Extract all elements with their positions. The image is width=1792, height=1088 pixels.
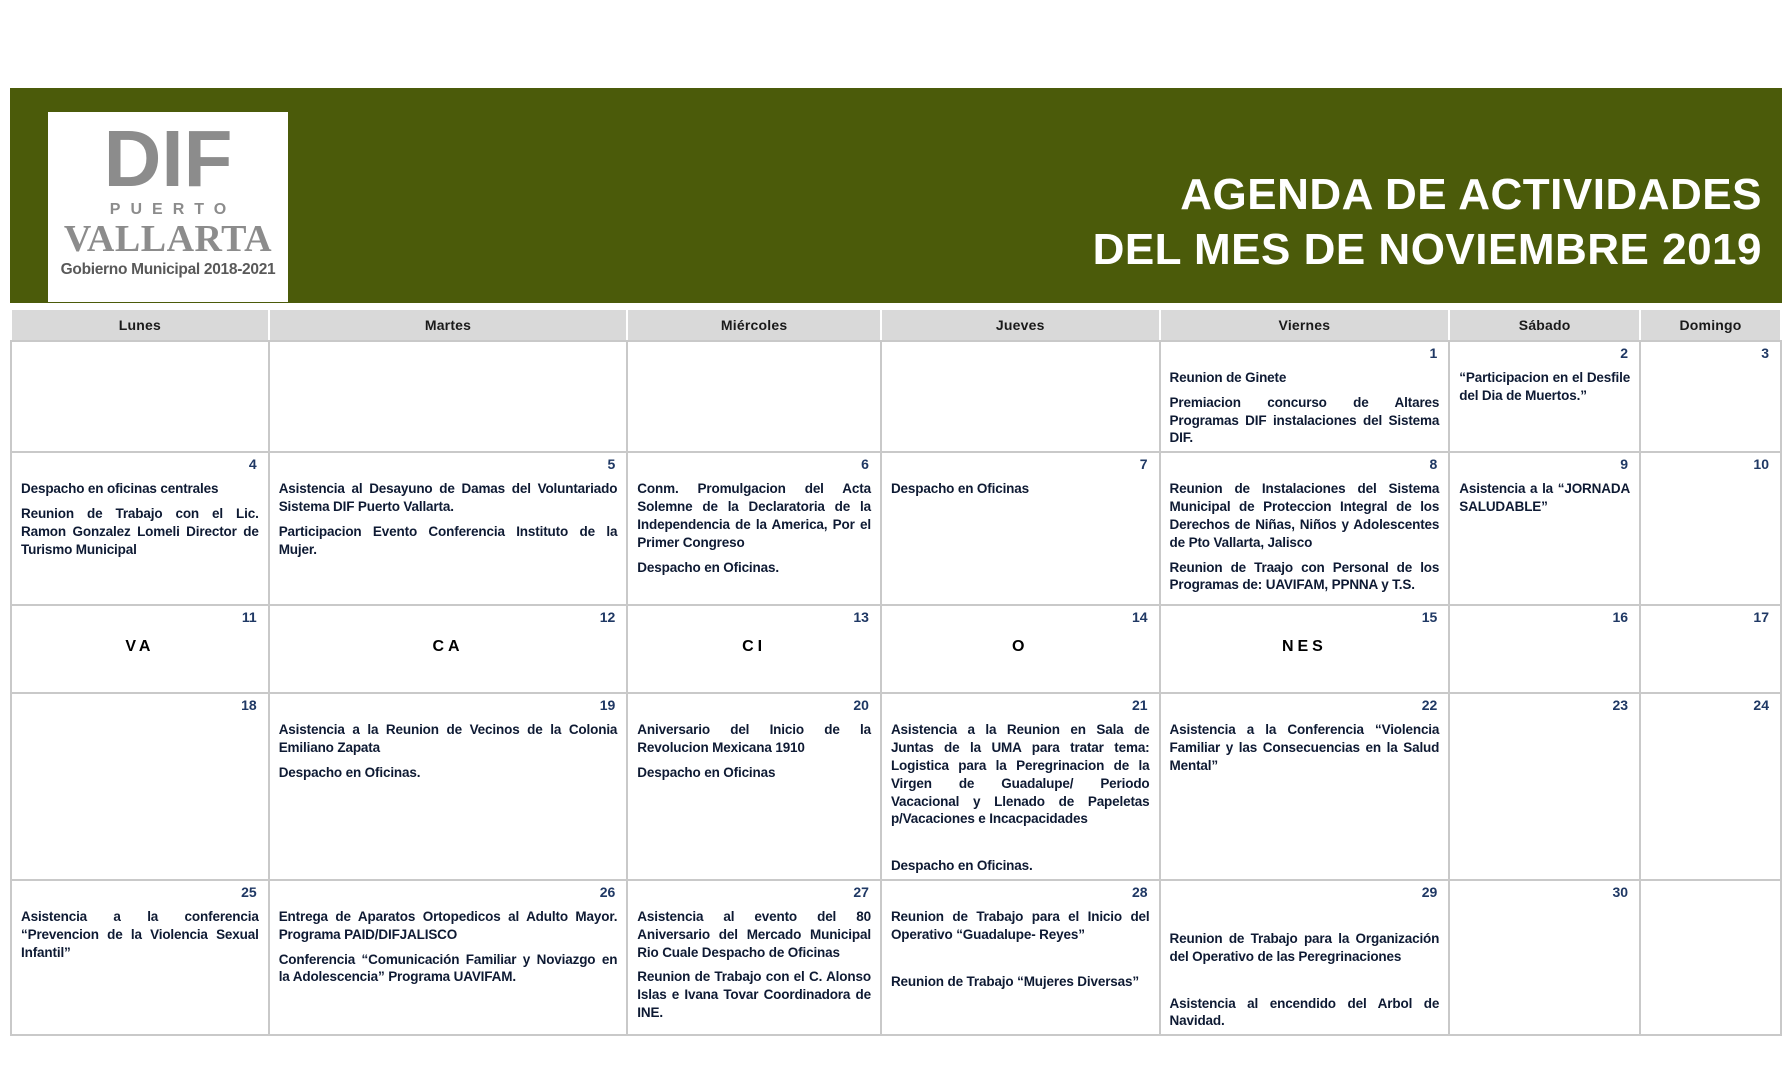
event-text: Despacho en oficinas centrales <box>21 481 219 497</box>
event-text: Asistencia al Desayuno de Damas del Voluntariado Sistema DIF Puerto Vallarta. <box>278 481 618 515</box>
weekday-header-domingo: Domingo <box>1640 309 1781 341</box>
day-cell-4 <box>11 452 269 605</box>
day-number: 26 <box>599 883 616 900</box>
day-number: 24 <box>1753 697 1769 714</box>
event-text: Conferencia “Comunicación Familiar y Noviazgo en la Adolescencia” Programa UAVIFAM. <box>278 951 618 985</box>
day-cell-11 <box>11 605 269 693</box>
day-number: 7 <box>1139 456 1148 473</box>
event-text: Asistencia al encendido del Arbol de Navidad. <box>1169 995 1440 1029</box>
event-text: Reunion de Trabajo con el Lic. Ramon Gonzalez Lomeli Director de Turismo Municipal <box>21 506 259 557</box>
day-number: 6 <box>861 456 869 473</box>
event-text: Asistencia al evento del 80 Aniversario del Mercado Municipal Rio Cuale Despacho de Oficinas <box>637 908 871 960</box>
day-number: 13 <box>853 609 869 626</box>
week-row-4 <box>11 693 1781 880</box>
day-number: 2 <box>1620 345 1629 361</box>
vacation-letters: CI <box>742 638 767 656</box>
day-cell-27 <box>627 880 881 1035</box>
day-number: 3 <box>1761 345 1769 361</box>
day-cell-empty <box>11 341 269 452</box>
day-number: 10 <box>1753 456 1769 473</box>
logo-puerto-text: PUERTO <box>109 201 237 219</box>
day-cell-empty <box>1640 880 1781 1035</box>
vacation-letters: CA <box>432 638 464 656</box>
weekday-header-jueves: Jueves <box>881 309 1160 341</box>
day-number: 17 <box>1753 609 1769 626</box>
event-text: Asistencia a la Conferencia “Violencia Familiar y las Consecuencias en la Salud Mental” <box>1169 722 1440 773</box>
dif-logo <box>48 112 288 302</box>
day-cell-6 <box>627 452 881 605</box>
day-cell-17 <box>1640 605 1781 693</box>
day-cell-3 <box>1640 341 1781 452</box>
event-text: Reunion de Traajo con Personal de los Programas de: UAVIFAM, PPNNA y T.S. <box>1169 559 1440 593</box>
event-text: Asistencia a la “JORNADA SALUDABLE” <box>1459 481 1631 515</box>
day-cell-empty <box>881 341 1160 452</box>
day-cell-empty <box>627 341 881 452</box>
event-text: Reunion de Trabajo “Mujeres Diversas” <box>890 973 1139 989</box>
day-number: 29 <box>1421 883 1438 900</box>
day-cell-5 <box>269 452 628 605</box>
title-line-2: DEL MES DE NOVIEMBRE 2019 <box>1092 225 1762 274</box>
day-cell-14 <box>881 605 1160 693</box>
day-number: 18 <box>241 697 257 714</box>
event-spacer <box>891 835 1150 850</box>
day-cell-19 <box>269 693 628 880</box>
day-cell-24 <box>1640 693 1781 880</box>
weekday-header-lunes: Lunes <box>11 309 269 341</box>
weekday-header-row <box>11 309 1781 341</box>
day-cell-7 <box>881 452 1160 605</box>
day-cell-2 <box>1449 341 1640 452</box>
weekday-header-viernes: Viernes <box>1160 309 1450 341</box>
event-text: “Participacion en el Desfile del Dia de Muertos.” <box>1459 370 1631 403</box>
day-number: 25 <box>241 883 257 900</box>
title-line-1: AGENDA DE ACTIVIDADES <box>1180 170 1762 219</box>
day-number: 23 <box>1612 697 1629 714</box>
day-number: 12 <box>599 609 616 626</box>
event-text: Reunion de Ginete <box>1169 370 1287 385</box>
weekday-header-martes: Martes <box>269 309 628 341</box>
day-number: 16 <box>1612 609 1629 626</box>
logo-vallarta-text: VALLARTA <box>63 218 273 261</box>
day-cell-28 <box>881 880 1160 1035</box>
day-cell-1 <box>1160 341 1450 452</box>
week-row-1 <box>11 341 1781 452</box>
week-row-5 <box>11 880 1781 1035</box>
event-text: Asistencia a la Reunion en Sala de Juntas de la UMA para tratar tema: Logistica para la Peregrinacion de la Virgen de Guadalupe/ Periodo Vacacional y Llenado de Papeletas p/Vacaciones e Incacpacidades <box>890 722 1150 827</box>
day-number: 1 <box>1429 345 1438 361</box>
day-cell-15 <box>1160 605 1450 693</box>
day-cell-26 <box>269 880 628 1035</box>
day-number: 15 <box>1421 609 1438 626</box>
header-band <box>10 88 1782 303</box>
vacation-letters: O <box>1012 638 1029 656</box>
event-text: Reunion de Instalaciones del Sistema Municipal de Proteccion Integral de los Derechos de Niñas, Niños y Adolescentes de Pto Vallarta, Jalisco <box>1169 481 1440 550</box>
vacation-letters: VA <box>125 638 155 656</box>
day-cell-29 <box>1160 880 1450 1035</box>
day-cell-10 <box>1640 452 1781 605</box>
page-title <box>1093 167 1762 277</box>
day-number: 9 <box>1620 456 1629 473</box>
day-cell-8 <box>1160 452 1450 605</box>
day-number: 11 <box>241 609 257 626</box>
week-row-3 <box>11 605 1781 693</box>
event-spacer <box>1170 973 1440 988</box>
day-number: 14 <box>1131 609 1148 626</box>
day-cell-9 <box>1449 452 1640 605</box>
event-text: Reunion de Trabajo con el C. Alonso Islas e Ivana Tovar Coordinadora de INE. <box>637 969 871 1020</box>
event-text: Asistencia a la Reunion de Vecinos de la Colonia Emiliano Zapata <box>278 722 618 756</box>
day-number: 19 <box>599 697 616 714</box>
day-number: 28 <box>1131 883 1148 900</box>
day-cell-18 <box>11 693 269 880</box>
day-number: 5 <box>607 456 616 473</box>
calendar-table <box>10 308 1782 1036</box>
event-text: Asistencia a la conferencia “Prevencion de la Violencia Sexual Infantil” <box>21 908 259 960</box>
day-number: 21 <box>1131 697 1148 714</box>
event-text: Despacho en Oficinas <box>890 481 1029 497</box>
day-number: 27 <box>853 883 869 900</box>
event-text: Participacion Evento Conferencia Instituto de la Mujer. <box>278 523 618 557</box>
event-text: Reunion de Trabajo para el Inicio del Operativo “Guadalupe- Reyes” <box>890 908 1150 942</box>
day-number: 22 <box>1421 697 1438 714</box>
event-text: Despacho en Oficinas <box>637 764 776 780</box>
event-text: Despacho en Oficinas. <box>890 858 1033 874</box>
day-number: 8 <box>1429 456 1438 473</box>
event-spacer <box>1170 908 1440 923</box>
day-cell-20 <box>627 693 881 880</box>
event-text: Reunion de Trabajo para la Organización del Operativo de las Peregrinaciones <box>1169 930 1440 964</box>
logo-dif-text: DIF <box>103 114 233 203</box>
day-cell-21 <box>881 693 1160 880</box>
day-cell-30 <box>1449 880 1640 1035</box>
vacation-letters: NES <box>1281 638 1327 656</box>
event-text: Entrega de Aparatos Ortopedicos al Adulto Mayor. Programa PAID/DIFJALISCO <box>278 908 618 942</box>
logo-government-text: Gobierno Municipal 2018-2021 <box>60 261 276 279</box>
day-cell-25 <box>11 880 269 1035</box>
day-number: 4 <box>248 456 257 473</box>
event-text: Despacho en Oficinas. <box>278 764 421 780</box>
day-cell-23 <box>1449 693 1640 880</box>
event-text: Aniversario del Inicio de la Revolucion Mexicana 1910 <box>637 722 871 756</box>
event-text: Premiacion concurso de Altares Programas DIF instalaciones del Sistema DIF. <box>1169 394 1440 446</box>
day-cell-12 <box>269 605 628 693</box>
day-cell-empty <box>269 341 628 452</box>
week-row-2 <box>11 452 1781 605</box>
event-spacer <box>891 951 1150 966</box>
day-cell-13 <box>627 605 881 693</box>
weekday-header-miercoles: Miércoles <box>627 309 881 341</box>
weekday-header-sabado: Sábado <box>1449 309 1640 341</box>
event-text: Conm. Promulgacion del Acta Solemne de la Declaratoria de la Independencia de la America, Por el Primer Congreso <box>637 481 871 550</box>
day-cell-22 <box>1160 693 1450 880</box>
day-number: 30 <box>1612 883 1629 900</box>
day-number: 20 <box>853 697 869 714</box>
day-cell-16 <box>1449 605 1640 693</box>
event-text: Despacho en Oficinas. <box>637 559 779 575</box>
